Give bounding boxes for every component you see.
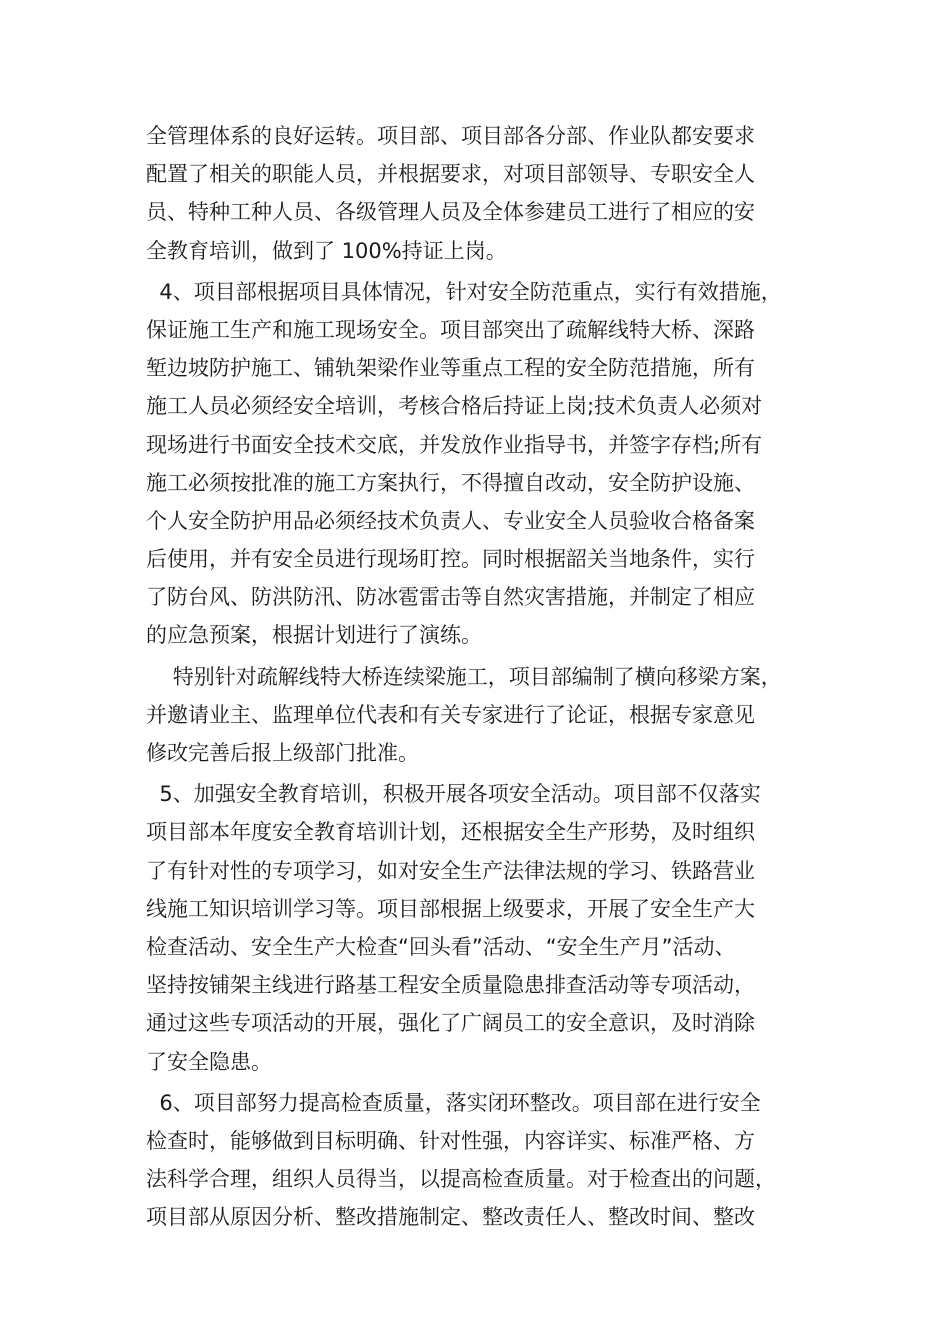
text-line: 堑边坡防护施工、铺轨架梁作业等重点工程的安全防范措施，所有 [146,356,755,381]
text-line: 了防台风、防洪防汛、防冰雹雷击等自然灾害措施，并制定了相应 [146,585,755,610]
text-line: 4、项目部根据项目具体情况，针对安全防范重点，实行有效措施， [146,279,782,304]
text-line: 个人安全防护用品必须经技术负责人、专业安全人员验收合格备案 [146,508,755,533]
text-line: 了安全隐患。 [146,1049,272,1074]
text-line: 员、特种工种人员、各级管理人员及全体参建员工进行了相应的安 [146,200,755,225]
text-line: 保证施工生产和施工现场安全。项目部突出了疏解线特大桥、深路 [146,317,755,342]
text-line: 修改完善后报上级部门批准。 [146,741,419,765]
text-line: 特别针对疏解线特大桥连续梁施工，项目部编制了横向移梁方案， [146,664,782,689]
text-line: 检查时，能够做到目标明确、针对性强，内容详实、标准严格、方 [146,1128,755,1153]
text-line: 坚持按铺架主线进行路基工程安全质量隐患排查活动等专项活动， [146,973,755,998]
text-line: 线施工知识培训学习等。项目部根据上级要求，开展了安全生产大 [146,896,755,921]
text-line: 检查活动、安全生产大检查“回头看”活动、“安全生产月”活动、 [146,934,736,959]
text-line: 项目部从原因分析、整改措施制定、整改责任人、整改时间、整改 [146,1205,755,1230]
text-line: 施工必须按批准的施工方案执行，不得擅自改动，安全防护设施、 [146,470,755,495]
text-line: 的应急预案，根据计划进行了演练。 [146,623,482,648]
text-line: 法科学合理，组织人员得当，以提高检查质量。对于检查出的问题， [146,1167,776,1192]
text-line: 现场进行书面安全技术交底，并发放作业指导书，并签字存档;所有 [146,432,763,457]
text-line: 全教育培训，做到了 100%持证上岗。 [146,238,507,263]
text-line: 施工人员必须经安全培训，考核合格后持证上岗;技术负责人必须对 [146,394,763,419]
text-line: 配置了相关的职能人员，并根据要求，对项目部领导、专职安全人 [146,162,755,187]
text-line: 项目部本年度安全教育培训计划，还根据安全生产形势，及时组织 [146,820,755,845]
text-line: 了有针对性的专项学习，如对安全生产法律法规的学习、铁路营业 [146,858,755,883]
text-line: 并邀请业主、监理单位代表和有关专家进行了论证，根据专家意见 [146,702,755,727]
text-line: 5、加强安全教育培训，积极开展各项安全活动。项目部不仅落实 [146,782,761,807]
text-line: 全管理体系的良好运转。项目部、项目部各分部、作业队都安要求 [146,124,755,148]
document-body [146,117,826,1236]
text-line: 通过这些专项活动的开展，强化了广阔员工的安全意识，及时消除 [146,1011,755,1036]
text-line: 6、项目部努力提高检查质量，落实闭环整改。项目部在进行安全 [146,1090,761,1115]
text-line: 后使用，并有安全员进行现场盯控。同时根据韶关当地条件，实行 [146,547,755,572]
